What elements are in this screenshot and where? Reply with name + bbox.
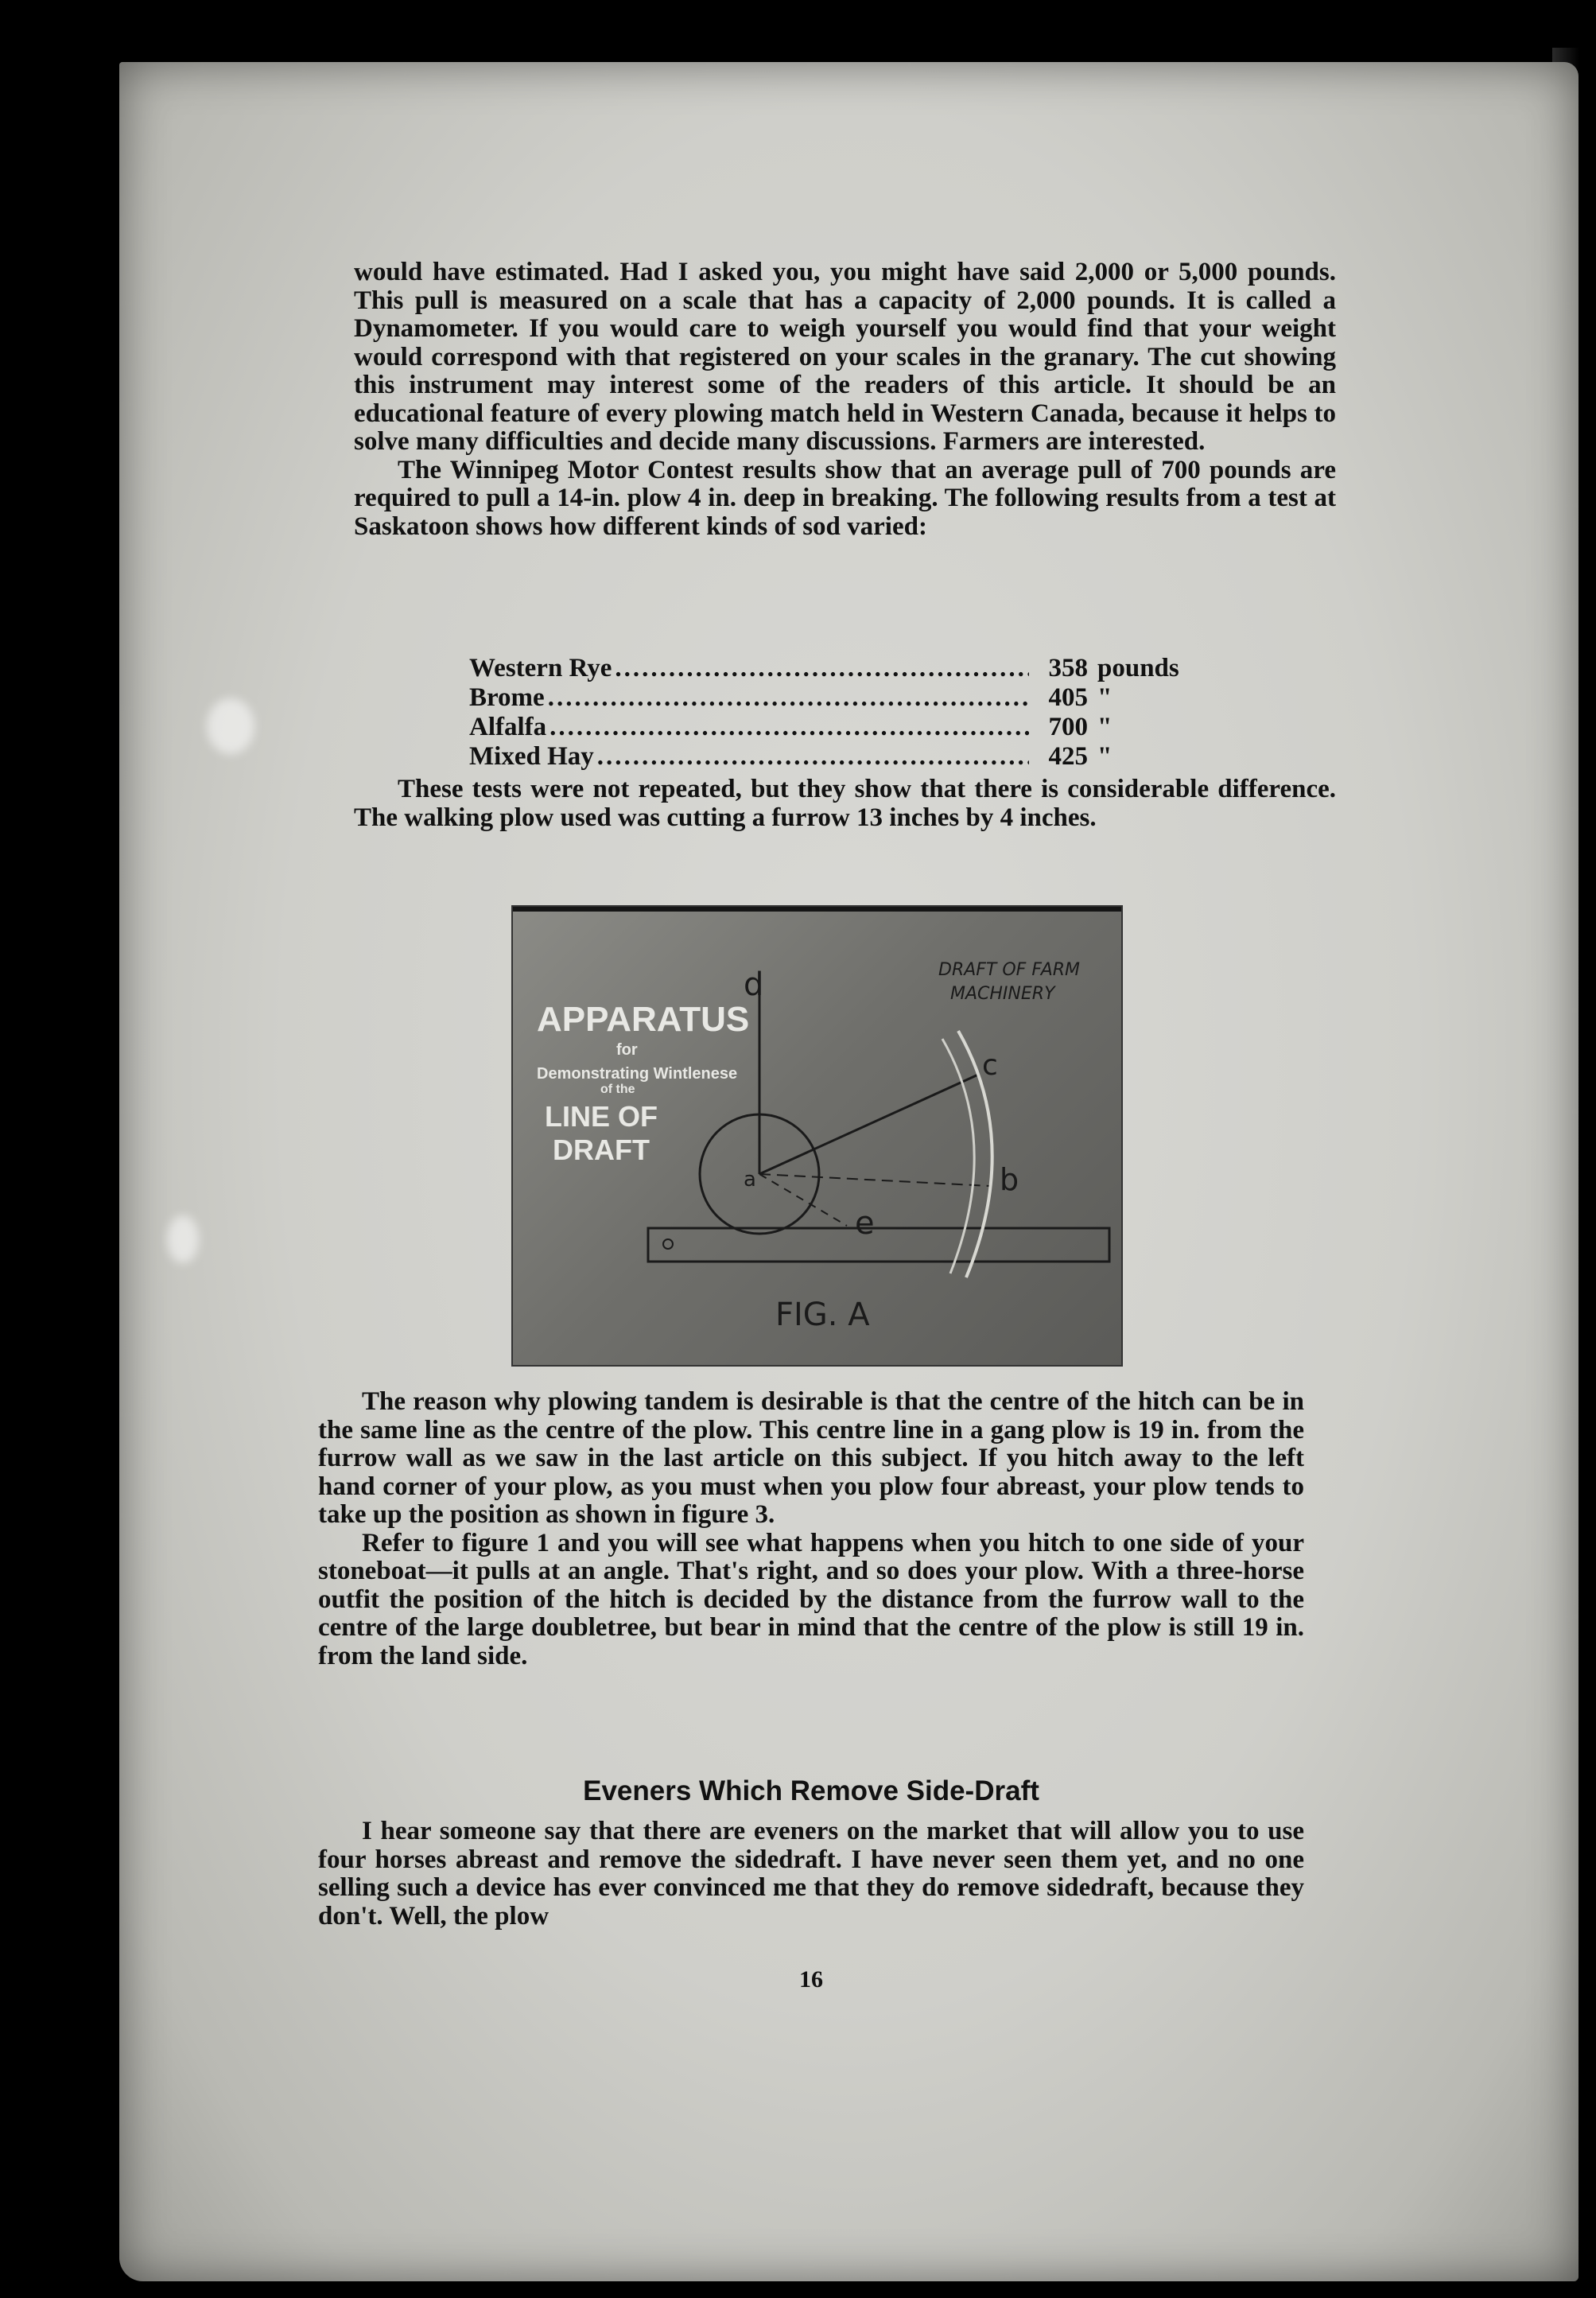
sod-name: Mixed Hay bbox=[469, 742, 594, 771]
sod-unit: " bbox=[1097, 713, 1113, 741]
sod-name: Brome bbox=[469, 683, 545, 712]
text-block-eveners bbox=[318, 1818, 1304, 1931]
sod-results-table bbox=[469, 654, 1209, 772]
figure-corner-line1: DRAFT OF FARM bbox=[938, 960, 1081, 980]
pivot-pin bbox=[663, 1239, 673, 1249]
sod-value: 405 bbox=[1048, 683, 1088, 712]
sod-value: 700 bbox=[1048, 713, 1088, 741]
paragraph-refer: Refer to figure 1 and you will see what happens when you hitch to one side of your stoneboat—it pulls at an angle. That's right, and so does your plow. With a three-horse outfit the position of the hitch is decided by the distance from the furrow wall to the centre of the large doubletree, but bear in mind that the centre of the plow is still 19 in. from the land side. bbox=[318, 1528, 1304, 1670]
figure-a-photo bbox=[513, 907, 1121, 1365]
paper-stain bbox=[207, 698, 254, 754]
line-e bbox=[759, 1174, 847, 1226]
point-b-label: b bbox=[1000, 1162, 1019, 1197]
sod-unit: " bbox=[1097, 683, 1113, 712]
text-block-top bbox=[354, 259, 1336, 541]
sod-name: Alfalfa bbox=[469, 713, 547, 741]
dot-leader bbox=[549, 713, 1029, 742]
dot-leader bbox=[548, 683, 1029, 713]
section-heading: Eveners Which Remove Side-Draft bbox=[583, 1775, 1039, 1806]
figure-title-demonstrating: Demonstrating Wintlenese bbox=[537, 1065, 738, 1083]
figure-corner-line2: MACHINERY bbox=[950, 984, 1055, 1004]
paragraph-tests: These tests were not repeated, but they show that there is considerable difference. The walking plow used was cutting a furrow 13 inches by 4 inches. bbox=[354, 775, 1336, 832]
dot-leader bbox=[597, 742, 1029, 772]
sod-unit: " bbox=[1097, 742, 1113, 771]
table-row bbox=[469, 742, 1209, 772]
figure-title-line-of: LINE OF bbox=[545, 1100, 658, 1133]
table-row bbox=[469, 683, 1209, 713]
sod-name: Western Rye bbox=[469, 654, 612, 682]
figure-title-of-the: of the bbox=[600, 1083, 635, 1096]
table-row bbox=[469, 713, 1209, 742]
point-c-label: c bbox=[982, 1049, 998, 1082]
paragraph-dynamometer: would have estimated. Had I asked you, you might have said 2,000 or 5,000 pounds. This pull is measured on a scale that has a capacity of 2,000 pounds. It is called a Dynamometer. If you would care to weigh yourself you would find that your weight would correspond with that registered on your scales in the granary. The cut showing this instrument may interest some of the readers of this article. It should be an educational feature of every plowing match held in Western Canada, because it helps to solve many difficulties and decide many discussions. Farmers are interested. bbox=[354, 258, 1336, 456]
figure-title-for: for bbox=[616, 1041, 638, 1059]
point-e-label: e bbox=[855, 1205, 875, 1242]
figure-title-apparatus: APPARATUS bbox=[537, 1000, 750, 1039]
figure-title-draft: DRAFT bbox=[553, 1133, 650, 1166]
point-d-label: d bbox=[744, 966, 764, 1003]
sod-value: 358 bbox=[1048, 654, 1088, 682]
base-board bbox=[648, 1228, 1109, 1262]
paper-stain bbox=[167, 1215, 199, 1263]
text-block-reason bbox=[318, 1388, 1304, 1670]
horizontal-line-b bbox=[759, 1174, 990, 1186]
figure-caption: FIG. A bbox=[775, 1297, 870, 1333]
sod-unit: pounds bbox=[1097, 654, 1179, 682]
point-a-label: a bbox=[744, 1168, 756, 1192]
paragraph-reason: The reason why plowing tandem is desirable is that the centre of the hitch can be in the same line as the centre of the plow. This centre line in a gang plow is 19 in. from the furrow wall as we saw in the last article on this subject. If you hitch away to the left hand corner of your plow, as you must when you plow four abreast, your plow tends to take up the position as shown in figure 3. bbox=[318, 1387, 1304, 1529]
line-of-draft-diagram bbox=[513, 912, 1121, 1365]
quadrant-arc-inner bbox=[942, 1039, 974, 1273]
page-number: 16 bbox=[799, 1966, 823, 1993]
table-row bbox=[469, 654, 1209, 683]
paragraph-winnipeg: The Winnipeg Motor Contest results show that an average pull of 700 pounds are required to pull a 14-in. plow 4 in. deep in breaking. The following results from a test at Saskatoon shows how different kinds of sod varied: bbox=[354, 455, 1336, 541]
sod-value: 425 bbox=[1048, 742, 1088, 771]
dot-leader bbox=[615, 654, 1029, 683]
paragraph-eveners: I hear someone say that there are eveners on the market that will allow you to use four horses abreast and remove the sidedraft. I have never seen them yet, and no one selling such a device has ever convinced me that they do remove sidedraft, because they don't. Well, the plow bbox=[318, 1817, 1304, 1931]
text-block-tests bbox=[354, 776, 1336, 832]
